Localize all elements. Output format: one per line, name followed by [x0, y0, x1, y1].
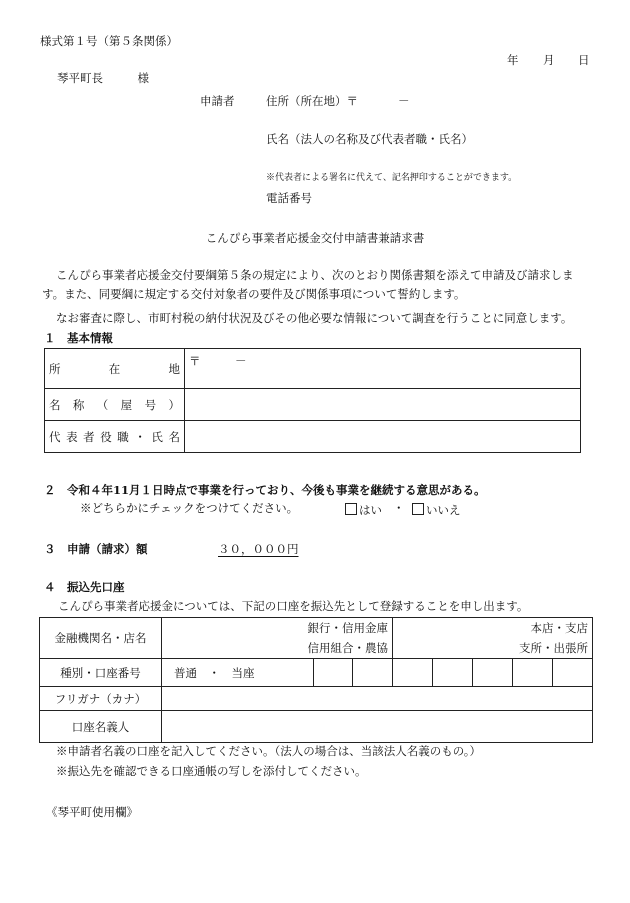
- account-type-options[interactable]: 普通 ・ 当座: [162, 659, 314, 687]
- account-note-1: ※申請者名義の口座を記入してください。（法人の場合は、当該法人名義のもの。）: [56, 744, 482, 758]
- office-use-label: 《琴平町使用欄》: [46, 805, 138, 819]
- yes-checkbox[interactable]: [345, 503, 357, 515]
- seal-note: ※代表者による署名に代えて、記名押印することができます。: [266, 173, 518, 183]
- account-digit-7[interactable]: [553, 659, 593, 687]
- branch-type-2: 支所・出張所: [519, 641, 589, 655]
- phone-label: 電話番号: [266, 191, 312, 205]
- address-label: 住所（所在地）〒: [266, 94, 358, 108]
- kana-label: フリガナ（カナ）: [40, 687, 162, 711]
- account-type-label: 種別・口座番号: [40, 659, 162, 687]
- account-digit-4[interactable]: [433, 659, 473, 687]
- table-row: [40, 659, 593, 687]
- bank-type-2: 信用組合・農協: [307, 641, 389, 655]
- account-digit-1[interactable]: [314, 659, 353, 687]
- representative-label: 代 表 者 役 職 ・ 氏 名: [49, 429, 180, 444]
- document-title: こんぴら事業者応援金交付申請書兼請求書: [205, 231, 425, 245]
- bank-type-1: 銀行・信用金庫: [307, 621, 389, 635]
- intro-paragraph-1: こんぴら事業者応援金交付要綱第５条の規定により、次のとおり関係書類を添えて申請及び請求します。また、同要綱に規定する交付対象者の要件及び関係事項について誓約します。: [42, 268, 574, 301]
- account-digit-3[interactable]: [393, 659, 433, 687]
- business-name-label: 名 称 （ 屋 号 ）: [49, 397, 180, 412]
- section-4-intro: こんぴら事業者応援金については、下記の口座を振込先として登録することを申し出ます。: [58, 599, 529, 613]
- no-option[interactable]: [412, 503, 461, 517]
- bank-name-label: 金融機関名・店名: [40, 618, 162, 659]
- branch-type-1: 本店・支店: [530, 621, 589, 635]
- business-name-field[interactable]: [185, 389, 581, 421]
- branch-name-field[interactable]: [393, 618, 593, 659]
- table-row: [40, 711, 593, 743]
- account-digit-5[interactable]: [473, 659, 513, 687]
- account-holder-field[interactable]: [162, 711, 593, 743]
- table-row: [45, 349, 581, 389]
- applicant-label: 申請者: [200, 94, 235, 108]
- date-year-label: 年: [507, 53, 519, 67]
- representative-field[interactable]: [185, 421, 581, 453]
- address-dash: －: [398, 94, 410, 108]
- table-row: [40, 618, 593, 659]
- amount-value: ３０，０００円: [218, 542, 299, 556]
- basic-info-table: [44, 348, 581, 453]
- form-number: 様式第１号（第５条関係）: [40, 34, 178, 48]
- kana-field[interactable]: [162, 687, 593, 711]
- account-digit-2[interactable]: [353, 659, 393, 687]
- date-month-label: 月: [543, 53, 555, 67]
- name-label: 氏名（法人の名称及び代表者職・氏名）: [266, 132, 473, 146]
- addressee: 琴平町長 様: [57, 71, 149, 85]
- location-label: 所 在 地: [49, 361, 180, 376]
- intro-paragraph-2: なお審査に際し、市町村税の納付状況及びその他必要な情報について調査を行うことに同意します。: [56, 311, 573, 325]
- bank-name-field[interactable]: [162, 618, 393, 659]
- table-row: [45, 421, 581, 453]
- yes-option[interactable]: [345, 503, 382, 517]
- no-label: いいえ: [426, 503, 461, 517]
- date-day-label: 日: [578, 53, 590, 67]
- bank-account-table: [39, 617, 593, 743]
- account-holder-label: 口座名義人: [40, 711, 162, 743]
- table-row: [40, 687, 593, 711]
- section-3-heading: ３ 申請（請求）額: [44, 542, 148, 556]
- location-field[interactable]: 〒 －: [185, 349, 581, 389]
- section-2-heading: ２ 令和４年11月１日時点で事業を行っており、今後も事業を継続する意思がある。: [44, 483, 486, 497]
- yes-label: はい: [359, 503, 382, 517]
- section-1-heading: １ 基本情報: [44, 331, 113, 345]
- account-note-2: ※振込先を確認できる口座通帳の写しを添付してください。: [56, 764, 367, 778]
- account-digit-6[interactable]: [513, 659, 553, 687]
- table-row: [45, 389, 581, 421]
- section-4-heading: ４ 振込先口座: [44, 580, 125, 594]
- check-note: ※どちらかにチェックをつけてください。: [80, 501, 299, 515]
- option-separator: ・: [393, 501, 405, 515]
- no-checkbox[interactable]: [412, 503, 424, 515]
